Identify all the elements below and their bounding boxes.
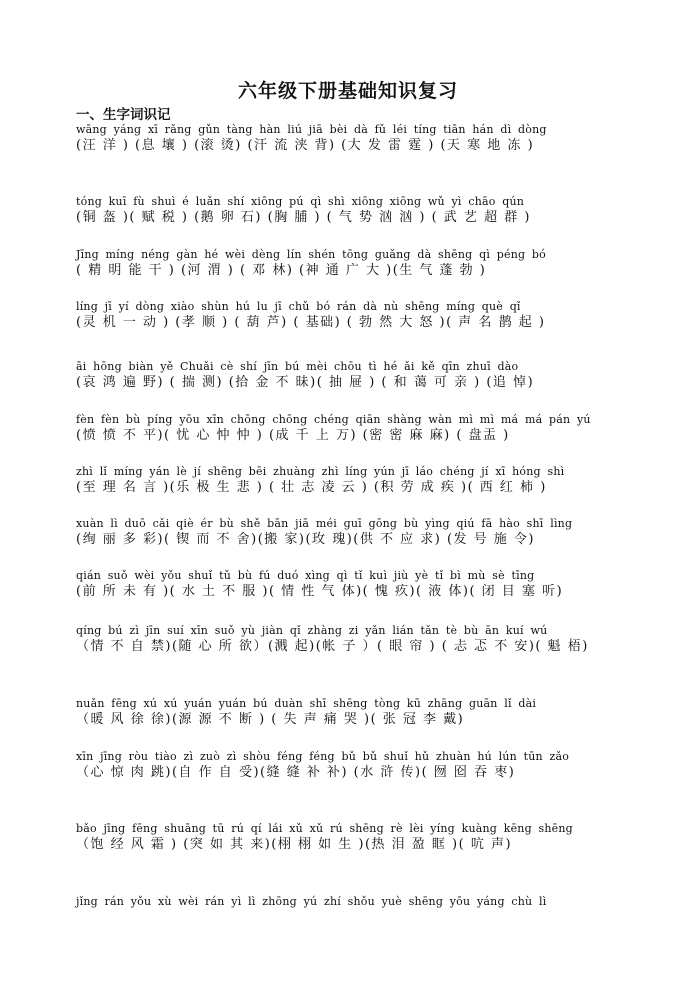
pinyin-line: āi hōng biàn yě Chuǎi cè shí jīn bú mèi chōu tì hé ǎi kě qīn zhuī dào xyxy=(76,360,519,373)
pinyin-line: xuàn lì duō cǎi qiè ér bù shě bān jiā méi guī gōng bù yìng qiú fā hào shī lìng xyxy=(76,517,573,530)
hanzi-line: （情 不 自 禁)(随 心 所 欲）(溅 起)(帐 子 ）( 眼 帘 ) ( 忐 忑 不 安)( 魁 梧) xyxy=(76,639,589,654)
hanzi-line: (愤 愤 不 平)( 忧 心 忡 忡 ) (成 千 上 万) (密 密 麻 麻) ( 盘盂 ) xyxy=(76,428,510,443)
vocab-block xyxy=(76,360,636,391)
hanzi-line: （暖 风 徐 徐)(源 源 不 断 ) ( 失 声 痛 哭 )( 张 冠 李 戴) xyxy=(76,712,465,727)
pinyin-line: qián suǒ wèi yǒu shuǐ tǔ bù fú duó xìng qì tǐ kuì jiù yè tǐ bì mù sè tīng xyxy=(76,569,535,582)
hanzi-line: (铜 盔 )( 赋 税 ) (鹅 卵 石) (胸 脯 ) ( 气 势 汹 汹 ) ( 武 艺 超 群 ) xyxy=(76,210,531,225)
vocab-block xyxy=(76,248,636,279)
vocab-block xyxy=(76,195,636,226)
hanzi-line: ( 精 明 能 干 ) (河 渭 ) ( 邓 林) (神 通 广 大 )(生 气 蓬 勃 ) xyxy=(76,263,487,278)
hanzi-line: (哀 鸿 遍 野) ( 揣 测) (拾 金 不 昧)( 抽 屉 ) ( 和 蔼 可 亲 ) (追 悼) xyxy=(76,375,535,390)
vocab-block xyxy=(76,517,636,548)
pinyin-line: Jīng míng néng gàn hé wèi dèng lín shén tōng guǎng dà shēng qì péng bó xyxy=(76,248,546,261)
hanzi-line: (汪 洋 ) (息 壤 ) (滚 烫) (汗 流 浃 背) (大 发 雷 霆 ) (天 寒 地 冻 ) xyxy=(76,138,535,153)
vocab-block xyxy=(76,750,636,781)
pinyin-line: jǐng rán yǒu xù wèi rán yì lì zhōng yú zhí shǒu yuè shēng yōu yáng chù lì xyxy=(76,895,547,908)
hanzi-line: (至 理 名 言 )(乐 极 生 悲 ) ( 壮 志 凌 云 ) (积 劳 成 疾 )( 西 红 柿 ) xyxy=(76,480,547,495)
page-title: 六年级下册基础知识复习 xyxy=(237,80,458,102)
vocab-block xyxy=(76,413,636,444)
vocab-block xyxy=(76,822,636,853)
pinyin-line: líng jī yí dòng xiào shùn hú lu jī chǔ bó rán dà nù shēng míng què qǐ xyxy=(76,300,521,313)
vocab-block xyxy=(76,465,636,496)
section-heading: 一、生字词识记 xyxy=(76,107,171,123)
pinyin-line: fèn fèn bù píng yōu xīn chōng chōng chéng qiān shàng wàn mì mì má má pán yú xyxy=(76,413,591,426)
hanzi-line: （心 惊 肉 跳)(自 作 自 受)(缝 缝 补 补) (水 浒 传)( 囫 囵 吞 枣) xyxy=(76,765,516,780)
vocab-block xyxy=(76,624,636,655)
vocab-block xyxy=(76,123,636,154)
pinyin-line: qíng bú zì jīn suí xīn suǒ yù jiàn qǐ zhàng zi yǎn lián tǎn tè bù ān kuí wú xyxy=(76,624,548,637)
hanzi-line: （饱 经 风 霜 ) (突 如 其 来)(栩 栩 如 生 )(热 泪 盈 眶 )( 吭 声) xyxy=(76,837,513,852)
vocab-block xyxy=(76,697,636,728)
pinyin-line: bǎo jīng fēng shuāng tū rú qí lái xǔ xǔ rú shēng rè lèi yíng kuàng kēng shēng xyxy=(76,822,573,835)
pinyin-line: xīn jīng ròu tiào zì zuò zì shòu féng féng bǔ bǔ shuǐ hǔ zhuàn hú lún tūn zǎo xyxy=(76,750,570,763)
pinyin-line: zhì lǐ míng yán lè jí shēng bēi zhuàng zhì líng yún jī láo chéng jí xī hóng shì xyxy=(76,465,565,478)
pinyin-line: wāng yáng xī rǎng gǔn tàng hàn liú jiā bèi dà fǔ léi tíng tiān hán dì dòng xyxy=(76,123,547,136)
hanzi-line: (前 所 未 有 )( 水 土 不 服 )( 情 性 气 体)( 愧 疚)( 液 体)( 闭 目 塞 听) xyxy=(76,584,564,599)
hanzi-line: (灵 机 一 动 ) (孝 顺 ) ( 葫 芦) ( 基础) ( 勃 然 大 怒 )( 声 名 鹊 起 ) xyxy=(76,315,546,330)
vocab-block xyxy=(76,569,636,600)
vocab-block xyxy=(76,300,636,331)
pinyin-line: nuǎn fēng xú xú yuán yuán bú duàn shī shēng tòng kū zhāng guān lǐ dài xyxy=(76,697,537,710)
pinyin-line: tóng kuī fù shuì é luǎn shí xiōng pú qì shì xiōng xiōng wǔ yì chāo qún xyxy=(76,195,525,208)
vocab-block xyxy=(76,895,636,909)
hanzi-line: (绚 丽 多 彩)( 锲 而 不 舍)(搬 家)(玫 瑰)(供 不 应 求) (发 号 施 令) xyxy=(76,532,535,547)
